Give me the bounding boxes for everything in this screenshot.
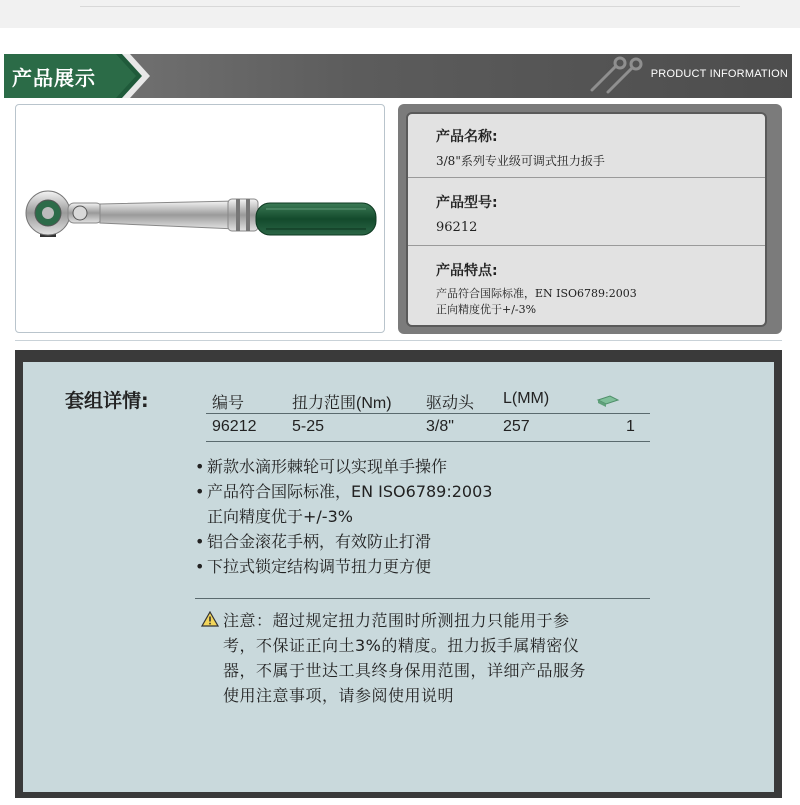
info-row-name <box>408 114 765 178</box>
features-label: 产品特点: <box>436 263 498 279</box>
list-item: • 产品符合国际标准，EN ISO6789:2003 <box>195 482 493 501</box>
features-line-2: 正向精度优于+/-3% <box>436 303 537 316</box>
model-label: 产品型号: <box>436 195 498 211</box>
row-torque: 5-25 <box>292 418 325 435</box>
warning-line-3: 器，不属于世达工具终身保用范围，详细产品服务 <box>223 661 587 680</box>
header-tab <box>4 54 154 98</box>
model-value: 96212 <box>436 220 478 235</box>
section-subtitle-en: PRODUCT INFORMATION <box>650 68 788 80</box>
features-line-1: 产品符合国际标准，EN ISO6789:2003 <box>436 287 637 300</box>
top-strip <box>0 0 800 28</box>
row-length: 257 <box>503 418 530 435</box>
product-info-card <box>406 112 767 327</box>
torque-wrench-image <box>16 105 384 332</box>
table-row <box>206 416 650 442</box>
section-title: 产品展示 <box>12 66 96 90</box>
wrench-tools-icon <box>586 56 646 96</box>
feature-text: 新款水滴形棘轮可以实现单手操作 <box>207 457 448 476</box>
feature-text: 下拉式锁定结构调节扭力更方便 <box>207 557 432 576</box>
feature-text: 产品符合国际标准，EN ISO6789:2003 <box>207 482 493 501</box>
row-quantity: 1 <box>626 418 635 435</box>
warning-icon <box>201 611 219 627</box>
row-code: 96212 <box>212 418 257 435</box>
spec-table-header <box>206 388 650 414</box>
column-header-drive: 驱动头 <box>426 395 475 412</box>
info-row-features <box>408 246 765 327</box>
features-divider <box>195 598 650 599</box>
name-label: 产品名称: <box>436 129 498 145</box>
info-row-model <box>408 178 765 246</box>
warning-line-2: 考，不保证正向土3%的精度。扭力扳手属精密仪 <box>223 636 580 655</box>
column-header-length: L(MM) <box>503 390 550 407</box>
list-item: • 下拉式锁定结构调节扭力更方便 <box>195 557 432 576</box>
feature-text: 铝合金滚花手柄，有效防止打滑 <box>207 532 432 551</box>
section-divider <box>15 340 782 341</box>
list-item: • 新款水滴形棘轮可以实现单手操作 <box>195 457 448 476</box>
row-drive: 3/8" <box>426 418 454 435</box>
set-details-panel <box>23 362 774 792</box>
section-header <box>4 54 792 98</box>
product-info-panel <box>398 104 782 334</box>
set-details-frame <box>15 350 782 798</box>
box-icon <box>596 394 620 408</box>
set-details-title: 套组详情: <box>65 390 149 412</box>
top-divider <box>80 6 740 7</box>
product-photo <box>15 104 385 333</box>
column-header-code: 编号 <box>212 395 245 412</box>
feature-continuation: 正向精度优于+/-3% <box>207 507 353 526</box>
name-value: 3/8"系列专业级可调式扭力扳手 <box>436 154 605 168</box>
column-header-torque: 扭力范围(Nm) <box>292 395 392 412</box>
list-item: • 铝合金滚花手柄，有效防止打滑 <box>195 532 432 551</box>
warning-line-4: 使用注意事项，请参阅使用说明 <box>223 686 455 705</box>
warning-line-1: 注意：超过规定扭力范围时所测扭力只能用于参 <box>223 611 570 630</box>
